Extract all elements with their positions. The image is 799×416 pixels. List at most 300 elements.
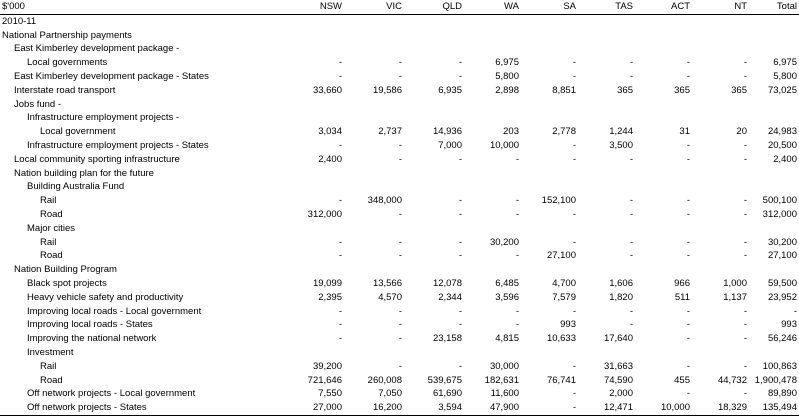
cell-value [462,222,519,236]
cell-value [747,167,799,181]
cell-value [633,111,690,125]
cell-value: 312,000 [762,208,797,220]
cell-value [262,29,342,43]
cell-value: 7,579 [552,291,576,303]
table-row [0,153,799,167]
cell-value: 2,737 [378,126,402,138]
cell-value: - [686,195,690,207]
cell-value [519,42,576,56]
cell-value [690,167,747,181]
cell-value: - [743,70,747,82]
cell-value [342,346,402,360]
cell-value [519,346,576,360]
cell-value [519,222,576,236]
cell-value: - [515,250,519,262]
row-label: Heavy vehicle safety and productivity [27,291,184,303]
table-row [0,111,799,125]
cell-value: 1,900,478 [754,374,797,386]
row-label: Nation building plan for the future [14,167,154,179]
cell-value: - [629,305,633,317]
cell-value: - [338,305,342,317]
cell-value [462,42,519,56]
cell-value: 182,631 [484,374,519,386]
cell-value: 1,820 [609,291,633,303]
cell-value: 12,078 [432,277,462,289]
cell-value: - [398,153,402,165]
cell-value: 30,000 [489,360,519,372]
cell-value: - [629,208,633,220]
cell-value: - [686,139,690,151]
cell-value [633,98,690,112]
cell-value: - [743,57,747,69]
table-row [0,167,799,181]
table-row [0,56,799,70]
cell-value [747,180,799,194]
cell-value [690,29,747,43]
cell-value: 12,471 [603,402,633,414]
cell-value [576,263,633,277]
cell-value: 1,244 [609,126,633,138]
cell-value: 6,975 [495,57,519,69]
cell-value: 19,586 [372,84,402,96]
cell-value: - [743,319,747,331]
cell-value: 59,500 [767,277,797,289]
row-label: National Partnership payments [2,29,132,41]
cell-value: 20 [736,126,747,138]
cell-value: 74,590 [603,374,633,386]
cell-value: - [743,305,747,317]
row-label: Road [40,374,63,386]
cell-value: 100,863 [762,360,797,372]
cell-value: 20,500 [767,139,797,151]
cell-value [747,14,799,28]
cell-value: 135,494 [762,402,797,414]
table-row [0,263,799,277]
cell-value: 13,566 [372,277,402,289]
cell-value: - [515,208,519,220]
table-row [0,194,799,208]
cell-value: - [458,208,462,220]
cell-value [576,98,633,112]
cell-value [342,180,402,194]
cell-value: - [515,305,519,317]
cell-value: - [743,208,747,220]
cell-value: 3,594 [438,402,462,414]
cell-value: 7,050 [378,388,402,400]
cell-value: - [572,360,576,372]
cell-value [633,29,690,43]
cell-value: - [686,319,690,331]
cell-value: 5,800 [495,70,519,82]
cell-value: 365 [617,84,633,96]
cell-value: - [572,388,576,400]
cell-value: - [515,319,519,331]
row-label: Off network projects - Local government [27,388,196,400]
cell-value: 6,485 [495,277,519,289]
cell-value: 8,851 [552,84,576,96]
cell-value: - [629,250,633,262]
cell-value: - [629,70,633,82]
cell-value [690,111,747,125]
cell-value: 1,137 [723,291,747,303]
cell-value: - [686,250,690,262]
cell-value [519,263,576,277]
cell-value: 500,100 [762,195,797,207]
column-header-nsw: NSW [319,1,342,12]
cell-value [747,98,799,112]
cell-value [402,14,462,28]
cell-value [342,263,402,277]
table-row [0,29,799,43]
cell-value: 17,640 [603,333,633,345]
cell-value: - [338,319,342,331]
cell-value [402,111,462,125]
cell-value: 4,700 [552,277,576,289]
row-label: Local governments [27,57,108,69]
cell-value [633,14,690,28]
cell-value [576,14,633,28]
cell-value [462,14,519,28]
cell-value: 3,034 [318,126,342,138]
table-row [0,222,799,236]
cell-value: 10,633 [546,333,576,345]
table-body [0,14,799,415]
cell-value: 23,952 [767,291,797,303]
row-label: Rail [40,195,57,207]
cell-value: 511 [674,291,690,303]
cell-value [342,29,402,43]
cell-value [747,346,799,360]
cell-value [262,14,342,28]
cell-value: - [398,208,402,220]
cell-value: - [458,153,462,165]
row-label: Road [40,208,63,220]
cell-value: - [743,139,747,151]
cell-value: - [572,402,576,414]
row-label: Local community sporting infrastructure [14,153,180,165]
cell-value: 348,000 [367,195,402,207]
cell-value: - [398,57,402,69]
cell-value [690,346,747,360]
cell-value [576,222,633,236]
cell-value [747,222,799,236]
row-label: East Kimberley development package - States [14,70,209,82]
cell-value: - [629,57,633,69]
cell-value: - [398,305,402,317]
cell-value: - [629,153,633,165]
cell-value: 2,898 [495,84,519,96]
cell-value [262,42,342,56]
cell-value [462,29,519,43]
cell-value: 31 [679,126,690,138]
column-header-total: Total [776,1,797,12]
cell-value [519,98,576,112]
cell-value: 312,000 [307,208,342,220]
row-label: Improving local roads - Local government [27,305,202,317]
cell-value: - [686,388,690,400]
cell-value [576,167,633,181]
row-label: Infrastructure employment projects - [27,112,180,124]
cell-value: - [686,208,690,220]
cell-value [402,42,462,56]
cell-value: 993 [781,319,797,331]
cell-value [576,111,633,125]
table-row [0,318,799,332]
table-row [0,346,799,360]
cell-value: 6,975 [773,57,797,69]
cell-value [462,111,519,125]
row-label: Major cities [27,222,76,234]
cell-value [633,263,690,277]
cell-value: 4,570 [378,291,402,303]
cell-value: 721,646 [307,374,342,386]
cell-value [462,98,519,112]
cell-value: - [458,360,462,372]
cell-value: 61,690 [432,388,462,400]
cell-value: - [572,153,576,165]
cell-value: - [629,319,633,331]
row-label: East Kimberley development package - [14,43,180,55]
row-label: Improving the national network [27,333,157,345]
cell-value: 27,100 [546,250,576,262]
cell-value: - [458,236,462,248]
column-header-vic: VIC [386,1,402,12]
cell-value: 73,025 [767,84,797,96]
cell-value [342,111,402,125]
cell-value [402,98,462,112]
cell-value: 539,675 [427,374,462,386]
cell-value [402,222,462,236]
row-label: 2010-11 [2,15,37,27]
column-header-qld: QLD [442,1,462,12]
cell-value: - [572,139,576,151]
cell-value: 2,400 [773,153,797,165]
cell-value: 1,606 [609,277,633,289]
cell-value: - [686,236,690,248]
cell-value: - [458,250,462,262]
cell-value [462,346,519,360]
cell-value [519,180,576,194]
cell-value: 24,983 [767,126,797,138]
table-row [0,291,799,305]
cell-value: 11,600 [490,388,519,400]
table-row [0,98,799,112]
unit-header: $'000 [2,1,25,12]
cell-value: 27,000 [312,402,342,414]
cell-value: - [458,70,462,82]
table-row [0,70,799,84]
cell-value [262,167,342,181]
row-label: Black spot projects [27,277,107,289]
cell-value: 19,099 [312,277,342,289]
cell-value: 10,000 [489,139,519,151]
cell-value: - [572,305,576,317]
cell-value: - [515,153,519,165]
cell-value: - [515,195,519,207]
cell-value [633,167,690,181]
cell-value: - [686,153,690,165]
table-row [0,208,799,222]
cell-value: 993 [560,319,576,331]
cell-value: 3,500 [609,139,633,151]
row-label: Off network projects - States [27,402,147,414]
cell-value: - [572,208,576,220]
cell-value: - [793,305,797,317]
column-header-wa: WA [504,1,519,12]
cell-value: - [338,333,342,345]
cell-value: 2,000 [609,388,633,400]
cell-value: - [629,236,633,248]
cell-value: - [743,388,747,400]
table-row [0,84,799,98]
cell-value: 7,550 [318,388,342,400]
cell-value: - [743,360,747,372]
cell-value: - [398,333,402,345]
cell-value [690,42,747,56]
cell-value [262,263,342,277]
cell-value: 44,732 [717,374,747,386]
cell-value: 23,158 [432,333,462,345]
row-label: Jobs fund - [14,98,61,110]
cell-value: 18,329 [717,402,747,414]
cell-value: 365 [731,84,747,96]
cell-value [519,167,576,181]
cell-value: - [743,153,747,165]
cell-value: 455 [674,374,690,386]
table-row [0,180,799,194]
cell-value [633,42,690,56]
column-header-tas: TAS [615,1,633,12]
row-label: Improving local roads - States [27,319,153,331]
cell-value: - [338,57,342,69]
cell-value [262,111,342,125]
cell-value: - [338,139,342,151]
cell-value [747,42,799,56]
row-label: Building Australia Fund [27,181,125,193]
cell-value: 89,890 [767,388,797,400]
cell-value [262,222,342,236]
cell-value [342,14,402,28]
cell-value: 203 [503,126,519,138]
cell-value: - [743,195,747,207]
cell-value: - [458,195,462,207]
cell-value [633,222,690,236]
cell-value [576,180,633,194]
cell-value [576,29,633,43]
cell-value: - [338,195,342,207]
cell-value: - [743,333,747,345]
cell-value [747,263,799,277]
cell-value: - [458,319,462,331]
row-label: Rail [40,360,57,372]
cell-value: 152,100 [541,195,576,207]
table-row [0,332,799,346]
cell-value: 2,400 [318,153,342,165]
cell-value [690,263,747,277]
cell-value [519,29,576,43]
cell-value [576,346,633,360]
cell-value [462,167,519,181]
cell-value [747,29,799,43]
cell-value [690,222,747,236]
row-label: Investment [27,346,74,358]
cell-value: 2,395 [318,291,342,303]
cell-value: - [398,319,402,331]
cell-value: 14,936 [432,126,462,138]
table-row [0,387,799,401]
cell-value: 30,200 [489,236,519,248]
table-row [0,249,799,263]
cell-value: 56,246 [767,333,797,345]
row-label: Rail [40,236,57,248]
cell-value: - [743,236,747,248]
cell-value: - [398,70,402,82]
cell-value [262,346,342,360]
cell-value: 39,200 [312,360,342,372]
table-row [0,42,799,56]
cell-value [402,180,462,194]
cell-value: - [458,57,462,69]
cell-value: 27,100 [767,250,797,262]
row-label: Nation Building Program [14,264,117,276]
table-row [0,139,799,153]
cell-value: 30,200 [767,236,797,248]
cell-value: 6,935 [438,84,462,96]
cell-value: 33,660 [312,84,342,96]
table-row [0,14,799,28]
table-row [0,125,799,139]
cell-value: - [629,195,633,207]
cell-value: - [338,70,342,82]
cell-value [690,98,747,112]
cell-value: 260,008 [367,374,402,386]
column-header-sa: SA [563,1,576,12]
cell-value: - [686,360,690,372]
cell-value: 365 [674,84,690,96]
cell-value [342,98,402,112]
cell-value: - [338,236,342,248]
cell-value: - [458,305,462,317]
table-row [0,374,799,388]
cell-value [690,14,747,28]
row-label: Infrastructure employment projects - States [27,139,209,151]
cell-value [690,180,747,194]
cell-value: 1,000 [723,277,747,289]
cell-value: 16,200 [372,402,402,414]
table-row [0,305,799,319]
cell-value: - [686,70,690,82]
cell-value: - [743,250,747,262]
cell-value [342,222,402,236]
cell-value [462,180,519,194]
cell-value [462,263,519,277]
cell-value: 3,596 [495,291,519,303]
cell-value: 2,778 [552,126,576,138]
cell-value: - [686,57,690,69]
cell-value [519,111,576,125]
cell-value: 7,000 [438,139,462,151]
cell-value: - [338,250,342,262]
cell-value [633,346,690,360]
cell-value [262,180,342,194]
table-row [0,236,799,250]
cell-value: 47,900 [489,402,519,414]
cell-value: - [398,139,402,151]
cell-value: 2,344 [438,291,462,303]
cell-value: - [398,236,402,248]
cell-value: 4,815 [495,333,519,345]
cell-value: 10,000 [660,402,690,414]
